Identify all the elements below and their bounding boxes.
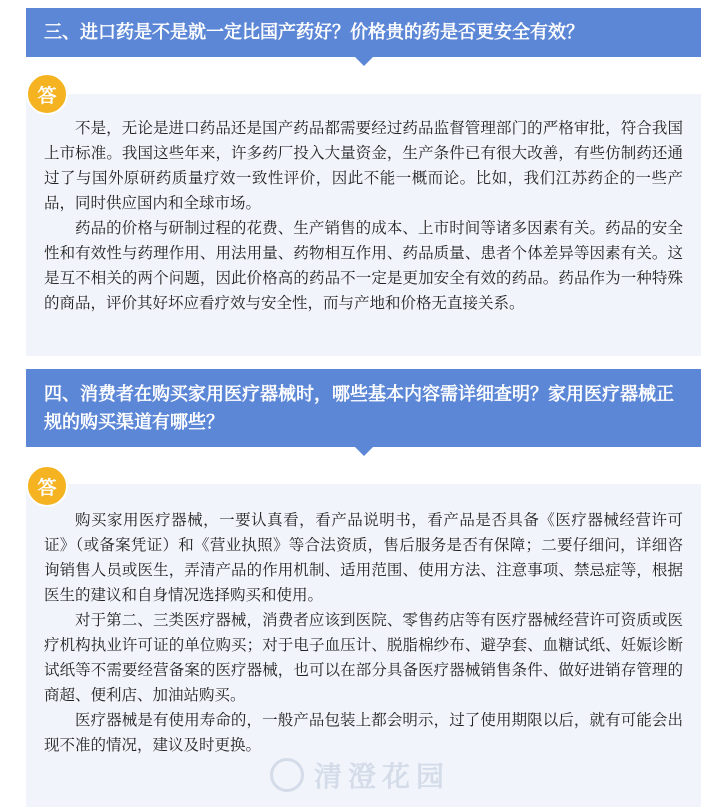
answer-paragraph: 药品的价格与研制过程的花费、生产销售的成本、上市时间等诸多因素有关。药品的安全性和有效性与药理作用、用法用量、药物相互作用、药品质量、患者个体差异等因素有关。这是互不相关的两个问题，因此价格高的药品不一定是更加安全有效的药品。药品作为一种特殊的商品，评价其好坏应看疗效与安全性，而与产地和价格无直接关系。 (44, 219, 683, 312)
watermark-text: 清澄花园 (314, 760, 451, 793)
question-header-3 (26, 8, 701, 57)
answer-paragraph: 对于第二、三类医疗器械，消费者应该到医院、零售药店等有医疗器械经营许可资质或医疗机构执业许可证的单位购买；对于电子血压计、脱脂棉纱布、避孕套、血糖试纸、妊娠诊断试纸等不需要经营备案的医疗器械，也可以在部分具备医疗器械销售条件、做好进销存管理的商超、便利店、加油站购买。 (44, 611, 683, 704)
answer-badge: 答 (26, 73, 68, 115)
answer-badge: 答 (26, 465, 68, 507)
question-header-4 (26, 369, 701, 447)
answer-paragraph: 购买家用医疗器械，一要认真看，看产品说明书，看产品是否具备《医疗器械经营许可证》（或备案凭证）和《营业执照》等合法资质，售后服务是否有保障；二要仔细问，详细咨询销售人员或医生，弄清产品的作用机制、适用范围、使用方法、注意事项、禁忌症等，根据医生的建议和自身情况选择购买和使用。 (44, 511, 683, 604)
answer-box-3 (26, 94, 701, 356)
watermark-logo-icon (270, 758, 304, 792)
question-text: 四、消费者在购买家用医疗器械时，哪些基本内容需详细查明？家用医疗器械正规的购买渠道有哪些？ (44, 384, 674, 433)
answer-paragraph: 医疗器械是有使用寿命的，一般产品包装上都会明示，过了使用期限以后，就有可能会出现不准的情况，建议及时更换。 (44, 711, 683, 754)
answer-paragraph: 不是，无论是进口药品还是国产药品都需要经过药品监督管理部门的严格审批，符合我国上市标准。我国这些年来，许多药厂投入大量资金，生产条件已有很大改善，有些仿制药还通过了与国外原研药质量疗效一致性评价，因此不能一概而论。比如，我们江苏药企的一些产品，同时供应国内和全球市场。 (44, 119, 683, 212)
question-text: 三、进口药是不是就一定比国产药好？价格贵的药是否更安全有效？ (44, 22, 584, 43)
watermark (270, 755, 450, 795)
